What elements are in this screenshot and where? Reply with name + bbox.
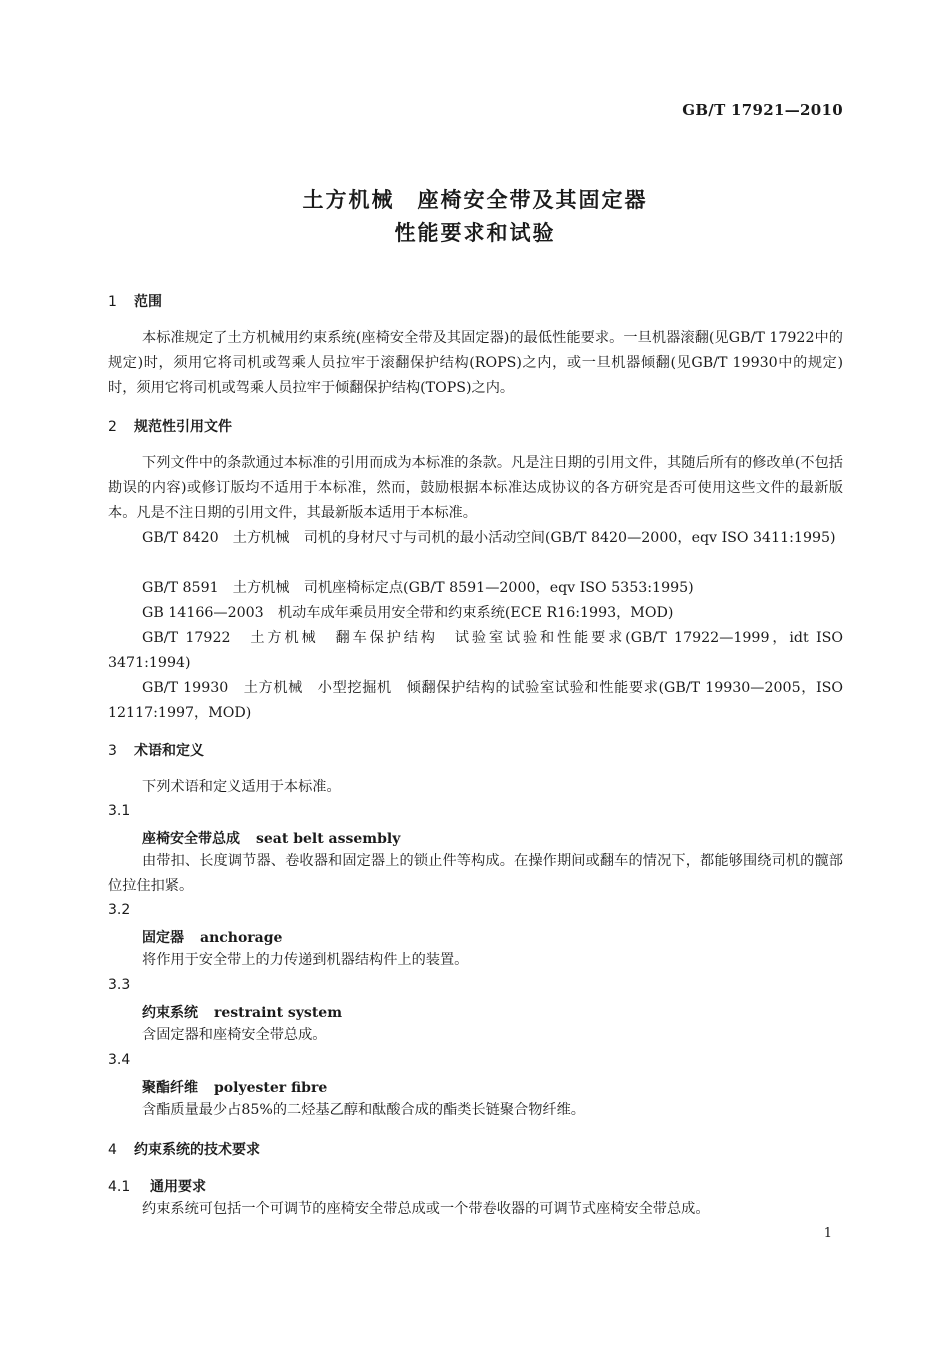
clause-number: 3.1: [108, 803, 131, 819]
section-number: 2: [108, 419, 117, 435]
term-chinese: 固定器: [142, 930, 184, 946]
section-3-heading: [108, 740, 204, 760]
term-english: seat belt assembly: [256, 831, 401, 847]
term-english: restraint system: [214, 1005, 343, 1021]
clause-number: 3.3: [108, 977, 131, 993]
term-heading: [142, 1002, 342, 1022]
term-chinese: 聚酯纤维: [142, 1080, 198, 1096]
term-heading: [142, 828, 400, 848]
term-definition: 将作用于安全带上的力传递到机器结构件上的装置。: [142, 952, 469, 968]
document-title-line2: 性能要求和试验: [394, 221, 556, 245]
section-1-body: 本标准规定了土方机械用约束系统(座椅安全带及其固定器)的最低性能要求。一旦机器滚翻(见GB/T 17922中的规定)时，须用它将司机或驾乘人员拉牢于滚翻保护结构(ROPS)之内，或一旦机器倾翻(见GB/T 19930中的规定)时，须用它将司机或驾乘人员拉牢于倾翻保护结构(TOPS)之内。: [108, 330, 843, 396]
subsection-4-1-body: 约束系统可包括一个可调节的座椅安全带总成或一个带卷收器的可调节式座椅安全带总成。: [142, 1201, 710, 1217]
clause-number: 3.4: [108, 1052, 131, 1068]
section-title: 约束系统的技术要求: [134, 1142, 260, 1158]
subsection-number: 4.1: [108, 1179, 131, 1195]
term-definition: 含固定器和座椅安全带总成。: [142, 1027, 327, 1043]
reference-item: GB/T 19930 土方机械 小型挖掘机 倾翻保护结构的试验室试验和性能要求(GB/T 19930—2005，ISO 12117:1997，MOD): [108, 680, 843, 721]
section-4-heading: [108, 1139, 260, 1159]
term-heading: [142, 927, 282, 947]
section-1-heading: [108, 291, 162, 311]
section-title: 规范性引用文件: [134, 419, 232, 435]
clause-number: 3.2: [108, 902, 131, 918]
section-3-intro: 下列术语和定义适用于本标准。: [142, 779, 341, 795]
reference-item: GB/T 17922 土方机械 翻车保护结构 试验室试验和性能要求(GB/T 17922—1999，idt ISO 3471:1994): [108, 630, 843, 671]
term-definition: 由带扣、长度调节器、卷收器和固定器上的锁止件等构成。在操作期间或翻车的情况下，都能够围绕司机的髋部位拉住扣紧。: [108, 853, 843, 894]
section-2-heading: [108, 416, 232, 436]
section-2-intro: 下列文件中的条款通过本标准的引用而成为本标准的条款。凡是注日期的引用文件，其随后所有的修改单(不包括勘误的内容)或修订版均不适用于本标准，然而，鼓励根据本标准达成协议的各方研究是否可使用这些文件的最新版本。凡是不注日期的引用文件，其最新版本适用于本标准。: [108, 455, 843, 521]
term-chinese: 座椅安全带总成: [142, 831, 240, 847]
subsection-4-1-heading: [108, 1176, 206, 1196]
reference-item: GB/T 8420 土方机械 司机的身材尺寸与司机的最小活动空间(GB/T 8420—2000，eqv ISO 3411:1995): [142, 530, 836, 546]
section-number: 3: [108, 743, 117, 759]
term-definition: 含酯质量最少占85%的二烃基乙醇和酞酸合成的酯类长链聚合物纤维。: [142, 1102, 585, 1118]
section-title: 范围: [134, 294, 162, 310]
reference-item: GB/T 8591 土方机械 司机座椅标定点(GB/T 8591—2000，eqv ISO 5353:1995): [142, 580, 694, 596]
term-english: polyester fibre: [214, 1080, 328, 1096]
page-number: 1: [823, 1226, 832, 1241]
section-number: 1: [108, 294, 117, 310]
document-title-line1: 土方机械 座椅安全带及其固定器: [302, 188, 648, 212]
term-english: anchorage: [200, 930, 283, 946]
section-title: 术语和定义: [134, 743, 204, 759]
subsection-title: 通用要求: [150, 1179, 206, 1195]
standard-code: GB/T 17921—2010: [682, 101, 843, 119]
section-number: 4: [108, 1142, 117, 1158]
term-chinese: 约束系统: [142, 1005, 198, 1021]
reference-item: GB 14166—2003 机动车成年乘员用安全带和约束系统(ECE R16:1993，MOD): [142, 605, 674, 621]
term-heading: [142, 1077, 327, 1097]
